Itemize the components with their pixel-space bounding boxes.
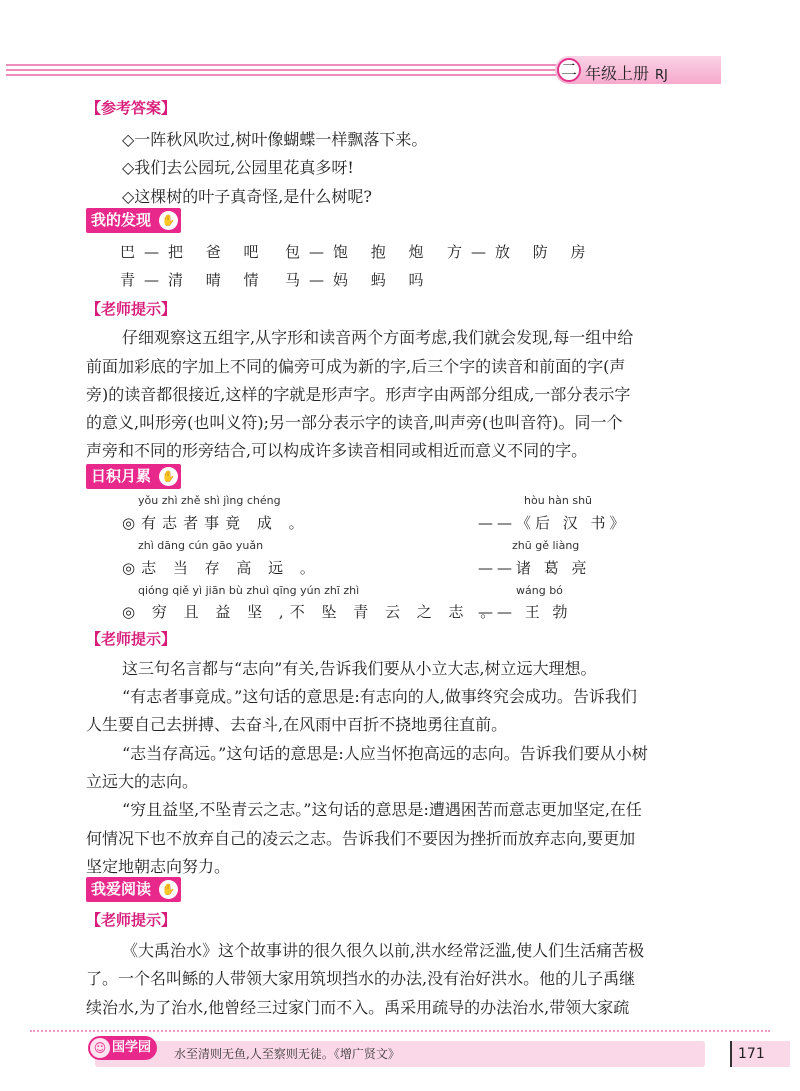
quote-source: —— 王 勃 bbox=[478, 603, 572, 621]
footer-quote: 水至清则无鱼,人至察则无徒。《增广贤文》 bbox=[174, 1047, 400, 1061]
tip1-line: 仔细观察这五组字,从字形和读音两个方面考虑,我们就会发现,每一组中给 bbox=[122, 328, 634, 347]
tip2-line: 这三句名言都与“志向”有关,告诉我们要从小立大志,树立远大理想。 bbox=[122, 659, 597, 678]
tip1-line: 前面加彩底的字加上不同的偏旁可成为新的字,后三个字的读音和前面的字(声 bbox=[86, 357, 626, 376]
grade-number-badge: 二 bbox=[557, 58, 581, 82]
guoxue-badge: ☺ 国学园 bbox=[88, 1036, 157, 1060]
source-pinyin: wáng bó bbox=[516, 584, 563, 597]
mascot-icon: ☺ bbox=[90, 1038, 110, 1058]
tip2-line: “有志者事竟成。”这句话的意思是:有志向的人,做事终究会成功。告诉我们 bbox=[122, 687, 637, 706]
word-group: 巴—把 爸 吧 bbox=[120, 243, 268, 261]
header-stripes bbox=[6, 64, 558, 80]
quote-source: ——《后 汉 书》 bbox=[478, 514, 629, 532]
tip2-line: 坚定地朝志向努力。 bbox=[86, 857, 231, 876]
tip1-line: 声旁和不同的形旁结合,可以构成许多读音相同或相近而意义不同的字。 bbox=[86, 441, 588, 460]
section-tag-accumulate: 日积月累 ✋ bbox=[86, 464, 181, 489]
tip1-line: 旁)的读音都很接近,这样的字就是形声字。形声字由两部分组成,一部分表示字 bbox=[86, 385, 631, 404]
quote-pinyin: zhì dāng cún gāo yuǎn bbox=[138, 539, 264, 552]
word-group: 青—清 晴 情 bbox=[120, 271, 268, 289]
quote-pinyin: qióng qiě yì jiān bù zhuì qīng yún zhī zhì bbox=[138, 584, 360, 597]
section-tag-discovery: 我的发现 ✋ bbox=[86, 208, 181, 233]
word-group: 包—饱 抱 炮 bbox=[285, 243, 433, 261]
answer-3: ◇这棵树的叶子真奇怪,是什么树呢? bbox=[122, 187, 372, 206]
edition-label: RJ bbox=[655, 68, 668, 83]
answer-1: ◇一阵秋风吹过,树叶像蝴蝶一样飘落下来。 bbox=[122, 130, 428, 149]
hand-icon: ✋ bbox=[159, 467, 178, 486]
teacher-tip-label: 【老师提示】 bbox=[86, 911, 177, 929]
source-pinyin: hòu hàn shū bbox=[524, 494, 593, 507]
teacher-tip-label: 【老师提示】 bbox=[86, 300, 177, 318]
tip2-line: 立远大的志向。 bbox=[86, 772, 199, 791]
hand-icon: ✋ bbox=[159, 880, 178, 899]
word-group: 马—妈 蚂 吗 bbox=[285, 271, 433, 289]
quote-text: ◎ 穷 且 益 坚 ,不 坠 青 云 之 志 。 bbox=[122, 603, 502, 621]
tip2-line: 何情况下也不放弃自己的凌云之志。告诉我们不要因为挫折而放弃志向,要更加 bbox=[86, 829, 636, 848]
tip2-line: “穷且益坚,不坠青云之志。”这句话的意思是:遭遇困苦而意志更加坚定,在任 bbox=[122, 800, 642, 819]
page-number: 171 bbox=[730, 1041, 790, 1067]
quote-source: ——诸 葛 亮 bbox=[478, 559, 591, 577]
tip1-line: 的意义,叫形旁(也叫义符);另一部分表示字的读音,叫声旁(也叫音符)。同一个 bbox=[86, 413, 623, 432]
footer-divider bbox=[30, 1030, 770, 1032]
teacher-tip-label: 【老师提示】 bbox=[86, 630, 177, 648]
tip2-line: 人生要自己去拼搏、去奋斗,在风雨中百折不挠地勇往直前。 bbox=[86, 715, 508, 734]
grade-label: 年级上册 RJ bbox=[585, 64, 668, 83]
quote-pinyin: yǒu zhì zhě shì jìng chéng bbox=[138, 494, 281, 507]
reading-line: 了。一个名叫鲧的人带领大家用筑坝挡水的办法,没有治好洪水。他的儿子禹继 bbox=[86, 969, 636, 988]
section-tag-reading: 我爱阅读 ✋ bbox=[86, 877, 181, 902]
reading-line: 《大禹治水》这个故事讲的很久很久以前,洪水经常泛滥,使人们生活痛苦极 bbox=[122, 941, 645, 960]
answer-2: ◇我们去公园玩,公园里花真多呀! bbox=[122, 158, 354, 177]
reading-line: 续治水,为了治水,他曾经三过家门而不入。禹采用疏导的办法治水,带领大家疏 bbox=[86, 998, 630, 1017]
word-group: 方—放 防 房 bbox=[447, 243, 595, 261]
tip2-line: “志当存高远。”这句话的意思是:人应当怀抱高远的志向。告诉我们要从小树 bbox=[122, 744, 648, 763]
quote-text: ◎有志者事竟 成 。 bbox=[122, 514, 310, 532]
hand-icon: ✋ bbox=[159, 211, 178, 230]
source-pinyin: zhū gě liàng bbox=[512, 539, 580, 552]
quote-text: ◎志 当 存 高 远 。 bbox=[122, 559, 321, 577]
reference-answer-label: 【参考答案】 bbox=[86, 99, 177, 117]
